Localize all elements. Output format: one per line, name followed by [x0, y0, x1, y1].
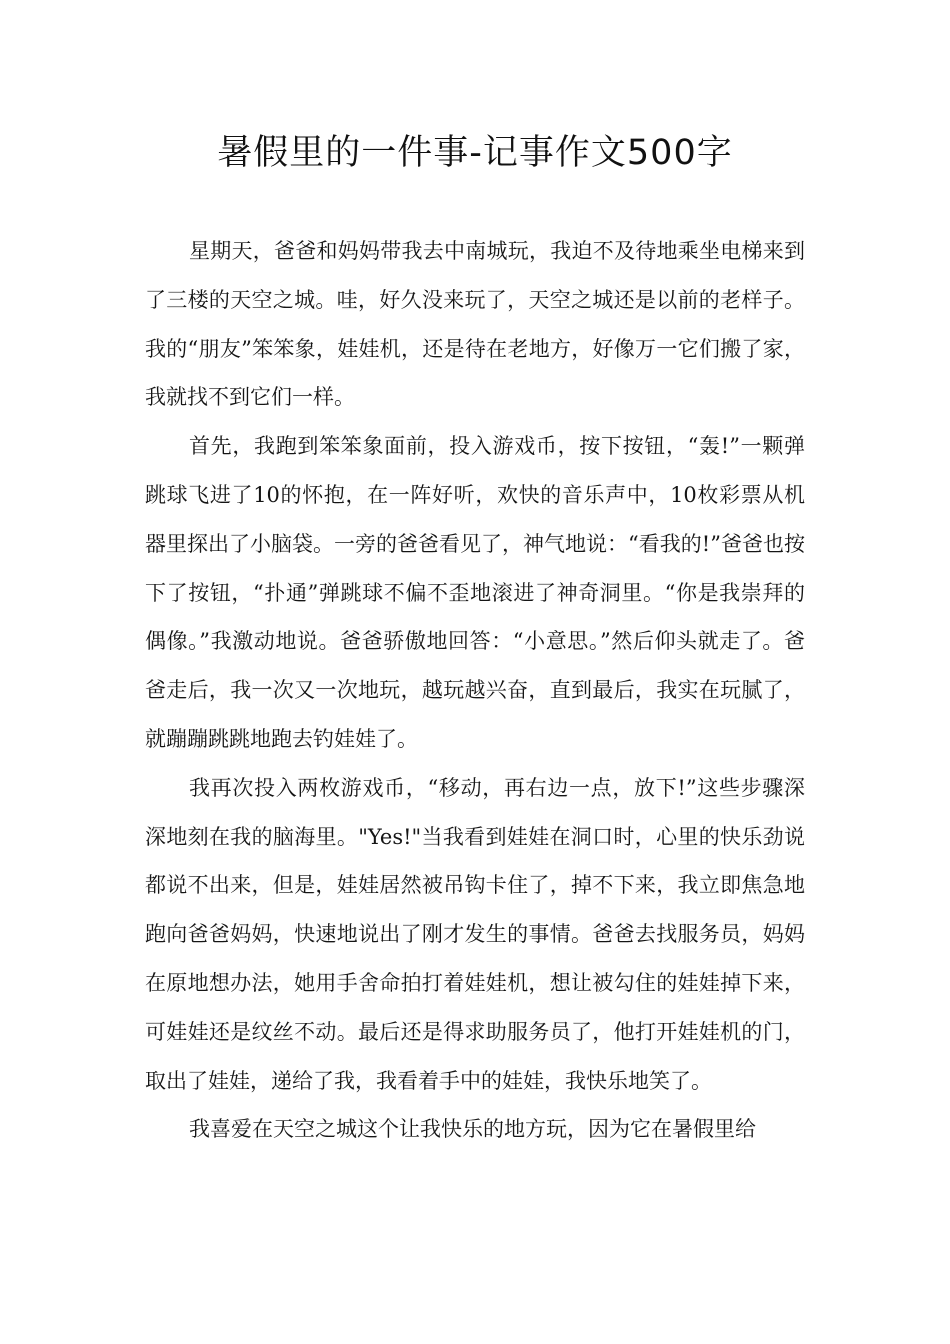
paragraph-2: 首先，我跑到笨笨象面前，投入游戏币，按下按钮，“轰!”一颗弹跳球飞进了10的怀抱，在一阵好听，欢快的音乐声中，10枚彩票从机器里探出了小脑袋。一旁的爸爸看见了，神气地说：“看我的!”爸爸也按下了按钮，“扑通”弹跳球不偏不歪地滚进了神奇洞里。“你是我崇拜的偶像。”我激动地说。爸爸骄傲地回答：“小意思。”然后仰头就走了。爸爸走后，我一次又一次地玩，越玩越兴奋，直到最后，我实在玩腻了，就蹦蹦跳跳地跑去钓娃娃了。	[145, 434, 805, 751]
document-body	[145, 227, 805, 1154]
document-title: 暑假里的一件事-记事作文500字	[217, 133, 733, 173]
paragraph-1: 星期天，爸爸和妈妈带我去中南城玩，我迫不及待地乘坐电梯来到了三楼的天空之城。哇，好久没来玩了，天空之城还是以前的老样子。我的“朋友”笨笨象，娃娃机，还是待在老地方，好像万一它们搬了家，我就找不到它们一样。	[145, 239, 805, 410]
paragraph-3: 我再次投入两枚游戏币，“移动，再右边一点，放下!”这些步骤深深地刻在我的脑海里。"Yes!"当我看到娃娃在洞口时，心里的快乐劲说都说不出来，但是，娃娃居然被吊钩卡住了，掉不下来，我立即焦急地跑向爸爸妈妈，快速地说出了刚才发生的事情。爸爸去找服务员，妈妈在原地想办法，她用手舍命拍打着娃娃机，想让被勾住的娃娃掉下来，可娃娃还是纹丝不动。最后还是得求助服务员了，他打开娃娃机的门，取出了娃娃，递给了我，我看着手中的娃娃，我快乐地笑了。	[145, 775, 805, 1093]
paragraph-4: 我喜爱在天空之城这个让我快乐的地方玩，因为它在暑假里给	[189, 1117, 756, 1142]
